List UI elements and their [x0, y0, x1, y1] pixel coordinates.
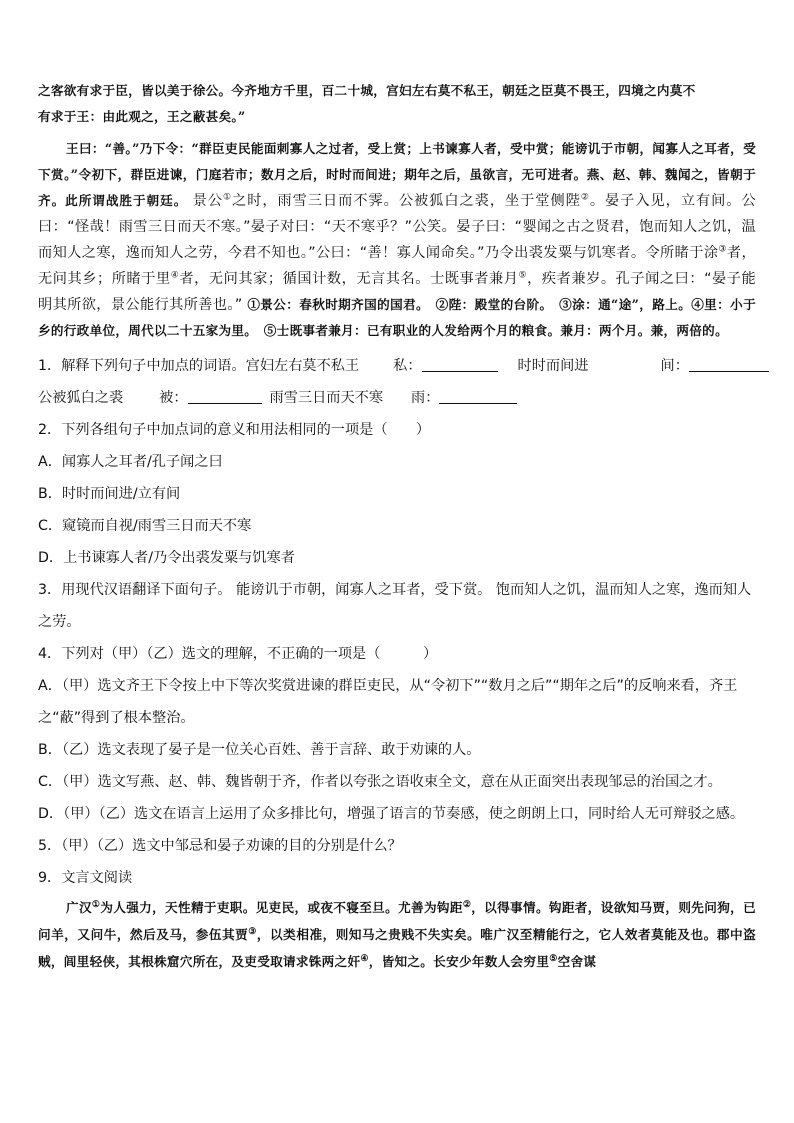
- answer-label: 雨：: [411, 390, 440, 406]
- passage-seg: 广汉: [66, 900, 92, 915]
- question-2-stem: 2．下列各组句子中加点词的意义和用法相同的一项是（ ）: [38, 422, 431, 438]
- question-3-stem: 3．用现代汉语翻译下面句子。 能谤讥于市朝，闻寡人之耳者，受下赏。 饱而知人之饥，温而知人之寒，逸而知人之劳。: [38, 582, 752, 630]
- passage-jia-line: 有求于王：由此观之，王之蔽甚矣。”: [38, 109, 246, 124]
- answer-blank[interactable]: [689, 355, 769, 372]
- footnotes: ①景公：春秋时期齐国的国君。 ②陛：殿堂的台阶。 ③涂：通“途”，路上。④里：小于乡的行政单位，周代以二十五家为里。 ⑤士既事者兼月：已有职业的人发给两个月的粮食。兼月：两个月。兼，两倍的。: [38, 297, 757, 338]
- exam-page: [38, 78, 756, 975]
- passage-seg: ，以类相准，则知马之贵贱不失实矣。唯广汉至精能行之，它人效者莫能及也。郡中盗贼，闾里轻侠，其根株窟穴所在，及吏受取请求铢两之奸: [38, 927, 756, 969]
- footnote-mark: ③: [248, 926, 257, 937]
- passage-jia-line: 之客欲有求于臣，皆以美于徐公。今齐地方千里，百二十城，宫妇左右莫不私王，朝廷之臣莫不畏王，四境之内莫不: [38, 83, 696, 98]
- passage-yi-seg: 。晏子入见，立有间。公曰：“怪哉！雨雪三日而天不寒。”晏子对曰：“天不寒乎？”公笑。晏子曰：“婴闻之古之贤君，饱而知人之饥，温而知人之寒，逸而知人之劳，今君不知也。”公曰：“善！寡人闻命矣。”乃令出裘发粟与饥寒者。令所睹于涂: [38, 193, 756, 261]
- passage-yi-seg: 者，无问其乡；所睹于里: [38, 245, 756, 287]
- passage-yi-seg: 者，无问其家；循国计数，无言其名。士既事者兼月: [179, 271, 519, 287]
- question-4-stem: 4．下列对（甲）（乙）选文的理解，不正确的一项是（ ）: [38, 646, 438, 662]
- option-a[interactable]: A．（甲）选文齐王下令按上中下等次奖赏进谏的群臣吏民，从“令初下”“数月之后”“期年之后”的反响来看，齐王之“蔽”得到了根本整治。: [38, 678, 738, 726]
- passage-yi-seg: 之时，雨雪三日而不霁。公被狐白之裘，坐于堂侧陛: [232, 193, 581, 209]
- footnote-mark: ⑤: [518, 270, 528, 281]
- answer-label: 被：: [159, 390, 188, 406]
- option-b[interactable]: B．（乙）选文表现了晏子是一位关心百姓、善于言辞、敢于劝谏的人。: [38, 742, 481, 758]
- footnote-mark: ④: [170, 270, 180, 281]
- option-b[interactable]: B．时时而间进/立有间: [38, 486, 181, 502]
- question-1-sentence: 公被狐白之裘: [38, 390, 124, 406]
- option-a[interactable]: A．闻寡人之耳者/孔子闻之曰: [38, 454, 223, 470]
- question-1-sentence: 雨雪三日而天不寒: [269, 390, 384, 406]
- passage-guanghan: [38, 894, 756, 975]
- footnote-mark: ①: [91, 899, 101, 910]
- question-1-stem: 1．解释下列句子中加点的词语。宫妇左右莫不私王: [38, 358, 360, 374]
- answer-blank[interactable]: [439, 387, 517, 404]
- question-1: [38, 350, 756, 382]
- passage-seg: ，以得事情。钩距者，设欲知马贾，则先问狗，已问羊，又问牛，然后及马，参伍其贾: [38, 900, 756, 942]
- answer-label: 私：: [393, 358, 422, 374]
- option-c[interactable]: C．（甲）选文写燕、赵、韩、魏皆朝于齐，作者以夸张之语收束全文，意在从正面突出表现邹忌的治国之才。: [38, 774, 722, 790]
- footnote-mark: ⑤: [549, 953, 558, 964]
- question-9-heading: 9．文言文阅读: [38, 870, 133, 886]
- question-5-stem: 5．（甲）（乙）选文中邹忌和晏子劝谏的目的分别是什么？: [38, 838, 402, 854]
- passage-jia-king-order: 王曰：“善。”乃下令：“群臣吏民能面刺寡人之过者，受上赏；上书谏寡人者，受中赏；能谤讥于市朝，闻寡人之耳者，受下赏。”令初下，群臣进谏，门庭若市；数月之后，时时而间进；期年之后，虽欲言，无可进者。燕、赵、韩、魏闻之，皆朝于齐。此所谓战胜于朝廷。: [38, 141, 756, 208]
- answer-blank[interactable]: [422, 355, 498, 372]
- question-1-sentence: 时时而间进: [517, 358, 589, 374]
- passage-yi-paragraph: [38, 136, 756, 344]
- passage-seg: 空舍谋: [557, 954, 597, 969]
- footnote-mark: ②: [580, 192, 590, 203]
- option-c[interactable]: C．窥镜而自视/雨雪三日而天不寒: [38, 518, 252, 534]
- passage-yi-seg: ，疾者兼岁。孔子闻之曰：“晏子能明其所欲，景公能行其所善也。”: [38, 271, 757, 313]
- option-d[interactable]: D．上书谏寡人者/乃令出裘发粟与饥寒者: [38, 550, 295, 566]
- answer-blank[interactable]: [188, 387, 262, 404]
- question-1-line2: [38, 382, 756, 414]
- passage-yi-seg: 景公: [192, 193, 223, 209]
- footnote-mark: ④: [360, 953, 369, 964]
- footnote-mark: ②: [462, 899, 472, 910]
- option-d[interactable]: D．（甲）（乙）选文在语言上运用了众多排比句，增强了语言的节奏感，使之朗朗上口，同时给人无可辩驳之感。: [38, 806, 745, 822]
- footnote-mark: ③: [718, 244, 727, 255]
- passage-seg: ，皆知之。长安少年数人会穷里: [368, 954, 550, 969]
- passage-yi-text: [38, 193, 756, 313]
- passage-seg: 为人强力，天性精于吏职。见吏民，或夜不寝至旦。尤善为钩距: [100, 900, 463, 915]
- answer-label: 间：: [660, 358, 689, 374]
- footnote-mark: ①: [222, 192, 233, 203]
